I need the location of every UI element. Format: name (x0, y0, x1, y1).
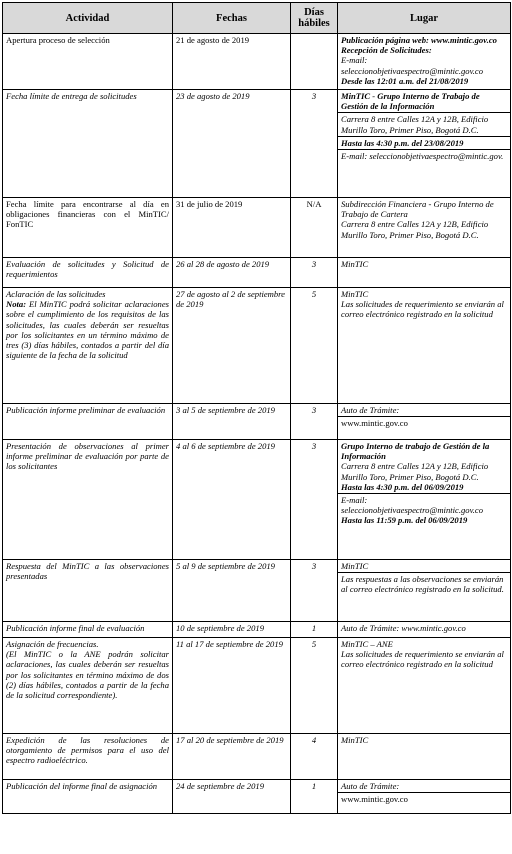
place-line: Hasta las 4:30 p.m. del 23/08/2019 (338, 136, 510, 148)
place-cell (338, 258, 511, 288)
place-line: Auto de Trámite: www.mintic.gov.co (341, 623, 466, 633)
place-cell (338, 440, 511, 560)
place-line: E-mail: seleccionobjetivaespectro@mintic.gov.co (338, 493, 510, 515)
table-row (3, 638, 511, 734)
place-line: Recepción de Solicitudes: (341, 45, 432, 56)
date-cell: 31 de julio de 2019 (173, 198, 291, 258)
days-cell (291, 34, 338, 90)
days-cell: 1 (291, 780, 338, 814)
place-line: www.mintic.gov.co (338, 792, 510, 804)
header-fechas: Fechas (173, 3, 291, 34)
activity-cell: Presentación de observaciones al primer informe preliminar de evaluación por parte de los solicitantes (3, 440, 173, 560)
days-cell: 4 (291, 734, 338, 780)
activity-cell: Evaluación de solicitudes y Solicitud de requerimientos (3, 258, 173, 288)
place-line: Carrera 8 entre Calles 12A y 12B, Edificio Murillo Toro, Primer Piso, Bogotá D.C. (338, 112, 510, 134)
days-cell: N/A (291, 198, 338, 258)
place-line: Hasta las 11:59 p.m. del 06/09/2019 (341, 515, 468, 526)
date-cell: 23 de agosto de 2019 (173, 90, 291, 198)
place-line: Grupo Interno de trabajo de Gestión de la Información (341, 441, 490, 462)
table-row (3, 780, 511, 814)
place-cell (338, 560, 511, 622)
place-line: Subdirección Financiera - Grupo Interno de Trabajo de Cartera (341, 199, 494, 220)
place-line: E-mail: seleccionobjetivaespectro@mintic.gov. (338, 149, 510, 161)
place-line: MinTIC - Grupo Interno de Trabajo de Gestión de la Información (341, 91, 480, 112)
place-line: www.mintic.gov.co (338, 416, 510, 428)
table-row (3, 404, 511, 440)
activity-cell: Fecha límite de entrega de solicitudes (3, 90, 173, 198)
place-cell (338, 622, 511, 638)
place-cell (338, 734, 511, 780)
place-line: Publicación página web: www.mintic.gov.co (341, 35, 497, 45)
place-line: E-mail: seleccionobjetivaespectro@mintic.gov.co (341, 55, 484, 76)
date-cell: 4 al 6 de septiembre de 2019 (173, 440, 291, 560)
place-line: Hasta las 4:30 p.m. del 06/09/2019 (341, 481, 464, 492)
schedule-table (2, 2, 511, 814)
note-text: (El MinTIC o la ANE podrán solicitar aclaraciones, las cuales deberán ser resueltas por los solicitantes en término máximo de dos (2) días hábiles, contados a partir de la fecha de la solicitud correspondiente). (6, 649, 169, 701)
place-line: Carrera 8 entre Calles 12A y 12B, Edificio Murillo Toro, Primer Piso, Bogotá D.C. (341, 461, 489, 482)
place-cell (338, 198, 511, 258)
table-row (3, 90, 511, 198)
days-cell: 3 (291, 90, 338, 198)
place-cell (338, 638, 511, 734)
days-cell: 3 (291, 404, 338, 440)
activity-cell: Publicación informe preliminar de evaluación (3, 404, 173, 440)
table-row (3, 198, 511, 258)
activity-title: Aclaración de las solicitudes (6, 289, 106, 299)
place-cell (338, 288, 511, 404)
activity-cell (3, 288, 173, 404)
place-cell (338, 404, 511, 440)
place-line: Carrera 8 entre Calles 12A y 12B, Edificio Murillo Toro, Primer Piso, Bogotá D.C. (341, 219, 489, 240)
days-cell: 3 (291, 560, 338, 622)
table-row (3, 34, 511, 90)
place-line: MinTIC (341, 561, 369, 571)
date-cell: 10 de septiembre de 2019 (173, 622, 291, 638)
date-cell: 11 al 17 de septiembre de 2019 (173, 638, 291, 734)
place-cell (338, 90, 511, 198)
activity-cell: Publicación informe final de evaluación (3, 622, 173, 638)
days-cell: 5 (291, 638, 338, 734)
place-line: MinTIC (341, 259, 369, 269)
place-line: Las solicitudes de requerimiento se enviarán al correo electrónico registrado en la solicitud (341, 649, 504, 670)
activity-cell: Expedición de las resoluciones de otorgamiento de permisos para el uso del espectro radioeléctrico. (3, 734, 173, 780)
activity-cell: Respuesta del MinTIC a las observaciones presentadas (3, 560, 173, 622)
place-line: Desde las 12:01 a.m. del 21/08/2019 (341, 75, 469, 86)
place-cell (338, 780, 511, 814)
date-cell: 17 al 20 de septiembre de 2019 (173, 734, 291, 780)
days-cell: 3 (291, 258, 338, 288)
days-cell: 1 (291, 622, 338, 638)
table-header-row (3, 3, 511, 34)
table-row (3, 288, 511, 404)
table-row (3, 560, 511, 622)
note-text: El MinTIC podrá solicitar aclaraciones sobre el cumplimiento de los requisitos de las solicitudes, las cuales deberán ser resueltas por los solicitantes en un término máximo de tres (3) días hábiles, contados a partir del día siguiente de la fecha de la solicitud (6, 299, 169, 361)
place-line: Auto de Trámite: (341, 781, 400, 791)
table-row (3, 622, 511, 638)
activity-cell: Fecha límite para encontrarse al día en obligaciones financieras con el MinTIC/ FonTIC (3, 198, 173, 258)
date-cell: 24 de septiembre de 2019 (173, 780, 291, 814)
place-line: Las respuestas a las observaciones se enviarán al correo electrónico registrado en la solicitud. (338, 572, 510, 594)
days-cell: 3 (291, 440, 338, 560)
header-lugar: Lugar (338, 3, 511, 34)
days-cell: 5 (291, 288, 338, 404)
header-dias-habiles: Días hábiles (291, 3, 338, 34)
place-line: Auto de Trámite: (341, 405, 400, 415)
place-line: MinTIC – ANE (341, 639, 393, 649)
table-row (3, 440, 511, 560)
date-cell: 26 al 28 de agosto de 2019 (173, 258, 291, 288)
activity-cell: Apertura proceso de selección (3, 34, 173, 90)
date-cell: 5 al 9 de septiembre de 2019 (173, 560, 291, 622)
activity-title: Asignación de frecuencias. (6, 639, 99, 649)
header-actividad: Actividad (3, 3, 173, 34)
place-line: Las solicitudes de requerimiento se enviarán al correo electrónico registrado en la solicitud (341, 299, 504, 320)
place-line: MinTIC (341, 735, 369, 745)
note-label: Nota: (6, 299, 27, 310)
place-cell (338, 34, 511, 90)
activity-cell: Publicación del informe final de asignación (3, 780, 173, 814)
table-row (3, 734, 511, 780)
date-cell: 3 al 5 de septiembre de 2019 (173, 404, 291, 440)
date-cell: 27 de agosto al 2 de septiembre de 2019 (173, 288, 291, 404)
date-cell: 21 de agosto de 2019 (173, 34, 291, 90)
activity-cell (3, 638, 173, 734)
table-row (3, 258, 511, 288)
place-line: MinTIC (341, 289, 369, 299)
